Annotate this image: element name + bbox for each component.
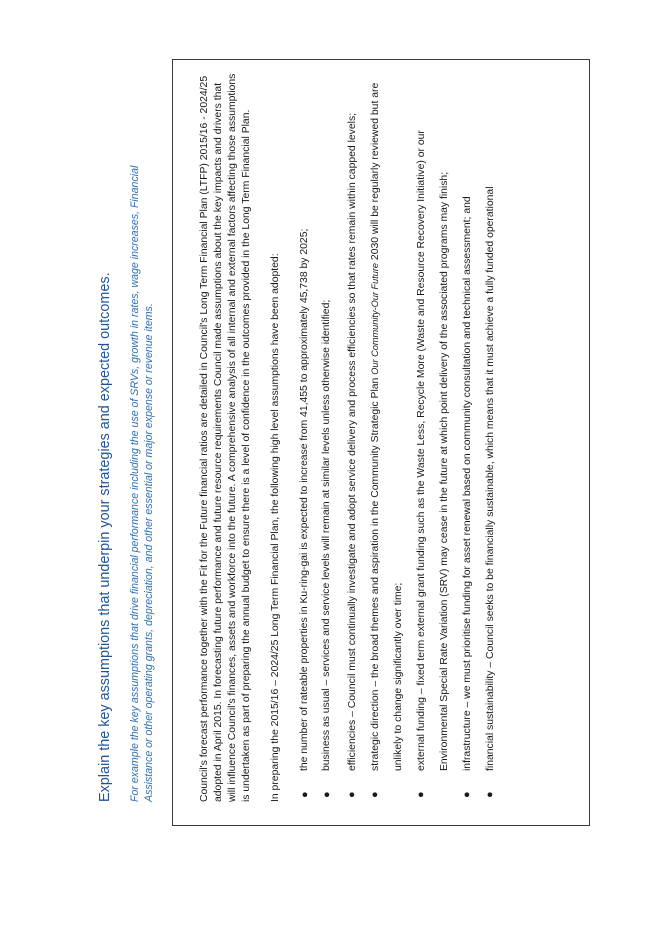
list-item-text: business as usual – services and service levels will remain at similar levels unless otherwise identified; xyxy=(320,299,332,771)
bullet-icon: ● xyxy=(299,791,311,798)
list-item-text: infrastructure – we must prioritise funding for asset renewal based on community consultation and technical assessment; and xyxy=(462,196,473,771)
list-item xyxy=(364,66,410,802)
bullet-icon: ● xyxy=(461,791,473,798)
assumptions-list xyxy=(298,66,502,802)
section-guidance-text: For example the key assumptions that drive financial performance including the use of SRVs, growth in rates, wage increases, Financial Assistance or other operating grants, depreciation, and other essential or major expense or revenue items. xyxy=(129,165,155,802)
list-item-text: external funding – fixed term external grant funding such as the Waste Less, Recycle More (Waste and Resource Recovery Initiative) or our Environmental Special Rate Variation (SRV) may cease in the future at which point delivery of the associated programs may finish; xyxy=(416,130,450,771)
list-item xyxy=(410,66,456,802)
bullet-icon: ● xyxy=(484,791,496,798)
bullet-icon: ● xyxy=(369,791,381,798)
section-heading: Explain the key assumptions that underpin your strategies and expected outcomes. xyxy=(97,272,113,802)
assumptions-lead-in: In preparing the 2015/16 – 2024/25 Long Term Financial Plan, the following high level assumptions have been adopted: xyxy=(270,253,281,802)
intro-paragraph: Council's forecast performance together with the Fit for the Future financial ratios are detailed in Council's Long Term Financial Plan (LTFP) 2015/16 - 2024/25 adopted in April 2015. In forecasting future performance and future resource requirements Council made assumptions about the key impacts and drivers that will influence Council's finances, assets and workforce into the future. A comprehensive analysis of all internal and external factors affecting those assumptions is undertaken as part of preparing the annual budget to ensure there is a level of confidence in the outcomes provided in the Long Term Financial Plan. xyxy=(199,73,252,802)
list-item-text-part: 2030 will be regularly reviewed but are unlikely to change significantly over time; xyxy=(370,82,404,771)
list-item xyxy=(320,66,334,802)
list-item-text: the number of rateable properties in Ku-ring-gai is expected to increase from 41,455 to approximately 45,738 by 2025; xyxy=(299,228,310,771)
bullet-icon: ● xyxy=(415,791,427,798)
list-item xyxy=(479,66,502,802)
list-item-text: efficiencies – Council must continually investigate and adopt service delivery and process efficiencies so that rates remain within capped levels; xyxy=(347,112,358,771)
plan-title-emphasis: Our Community-Our Future xyxy=(370,262,380,375)
list-item-text: financial sustainability – Council seeks to be financially sustainable, which means that it must achieve a fully funded operational xyxy=(485,186,496,771)
list-item xyxy=(298,66,312,802)
response-content xyxy=(198,66,502,802)
list-item xyxy=(456,66,479,802)
bullet-icon: ● xyxy=(346,791,358,798)
list-item-text-part: strategic direction – the broad themes and aspiration in the Community Strategic Plan xyxy=(370,374,381,771)
bullet-icon: ● xyxy=(320,791,333,798)
list-item xyxy=(341,66,364,802)
